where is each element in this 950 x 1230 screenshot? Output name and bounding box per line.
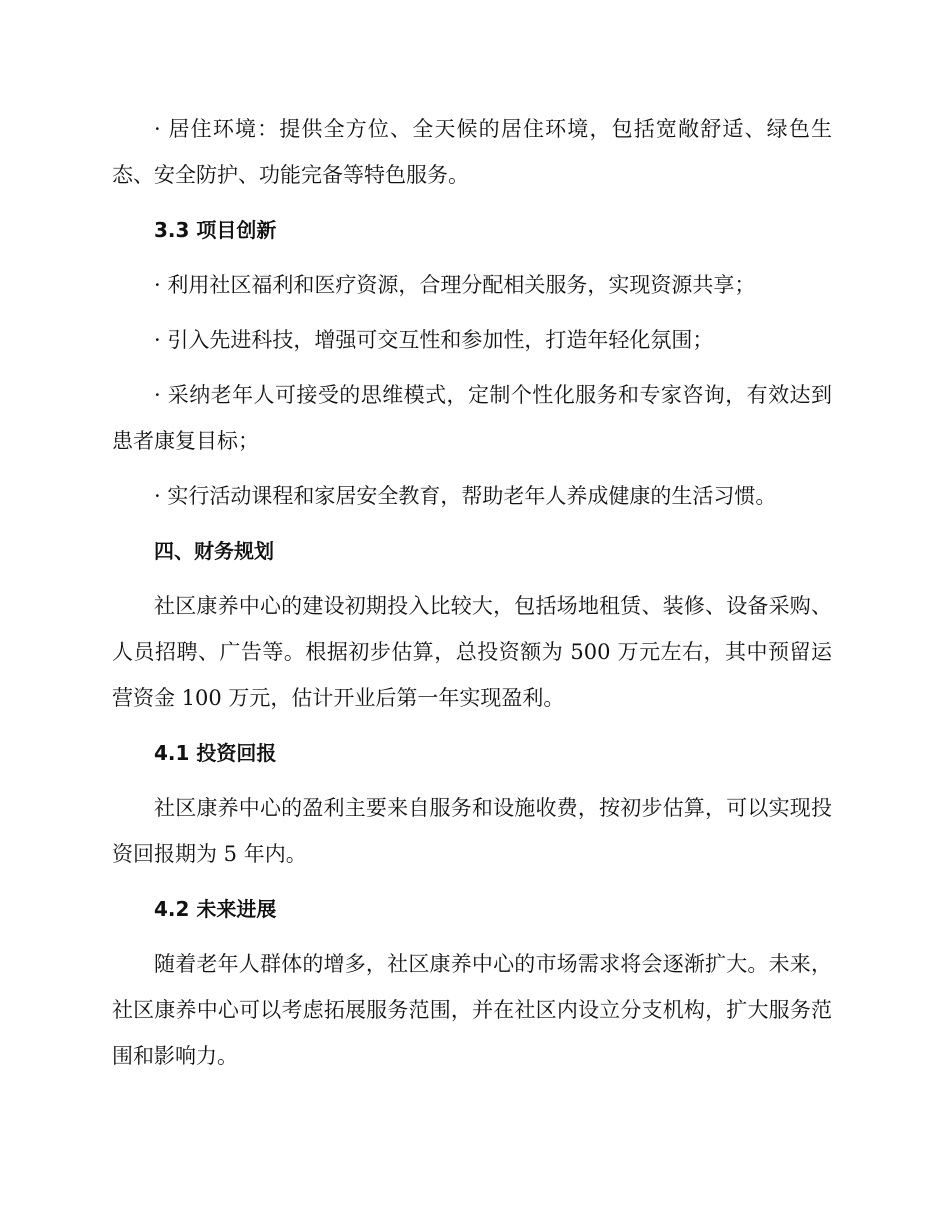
section-heading-4-2: 4.2 未来进展: [154, 897, 277, 921]
bullet-innovation-3: · 采纳老年人可接受的思维模式，定制个性化服务和专家咨询，有效达到患者康复目标；: [112, 383, 832, 453]
section-heading-4-1: 4.1 投资回报: [154, 741, 277, 765]
paragraph-investment-return: 社区康养中心的盈利主要来自服务和设施收费，按初步估算，可以实现投资回报期为 5 年内。: [112, 796, 832, 866]
bullet-innovation-4: · 实行活动课程和家居安全教育，帮助老年人养成健康的生活习惯。: [154, 484, 777, 508]
paragraph-future-development: 随着老年人群体的增多，社区康养中心的市场需求将会逐渐扩大。未来，社区康养中心可以考虑拓展服务范围，并在社区内设立分支机构，扩大服务范围和影响力。: [112, 952, 832, 1068]
section-heading-4: 四、财务规划: [154, 539, 274, 563]
paragraph-financial-planning: 社区康养中心的建设初期投入比较大，包括场地租赁、装修、设备采购、人员招聘、广告等。根据初步估算，总投资额为 500 万元左右，其中预留运营资金 100 万元，估计开业后第一年实现盈利。: [112, 594, 832, 710]
bullet-innovation-1: · 利用社区福利和医疗资源，合理分配相关服务，实现资源共享；: [154, 273, 756, 297]
section-heading-3-3: 3.3 项目创新: [154, 218, 277, 242]
bullet-innovation-2: · 引入先进科技，增强可交互性和参加性，打造年轻化氛围；: [154, 328, 714, 352]
document-page: [112, 106, 832, 1088]
bullet-residential-environment: · 居住环境：提供全方位、全天候的居住环境，包括宽敞舒适、绿色生态、安全防护、功能完备等特色服务。: [112, 117, 832, 187]
